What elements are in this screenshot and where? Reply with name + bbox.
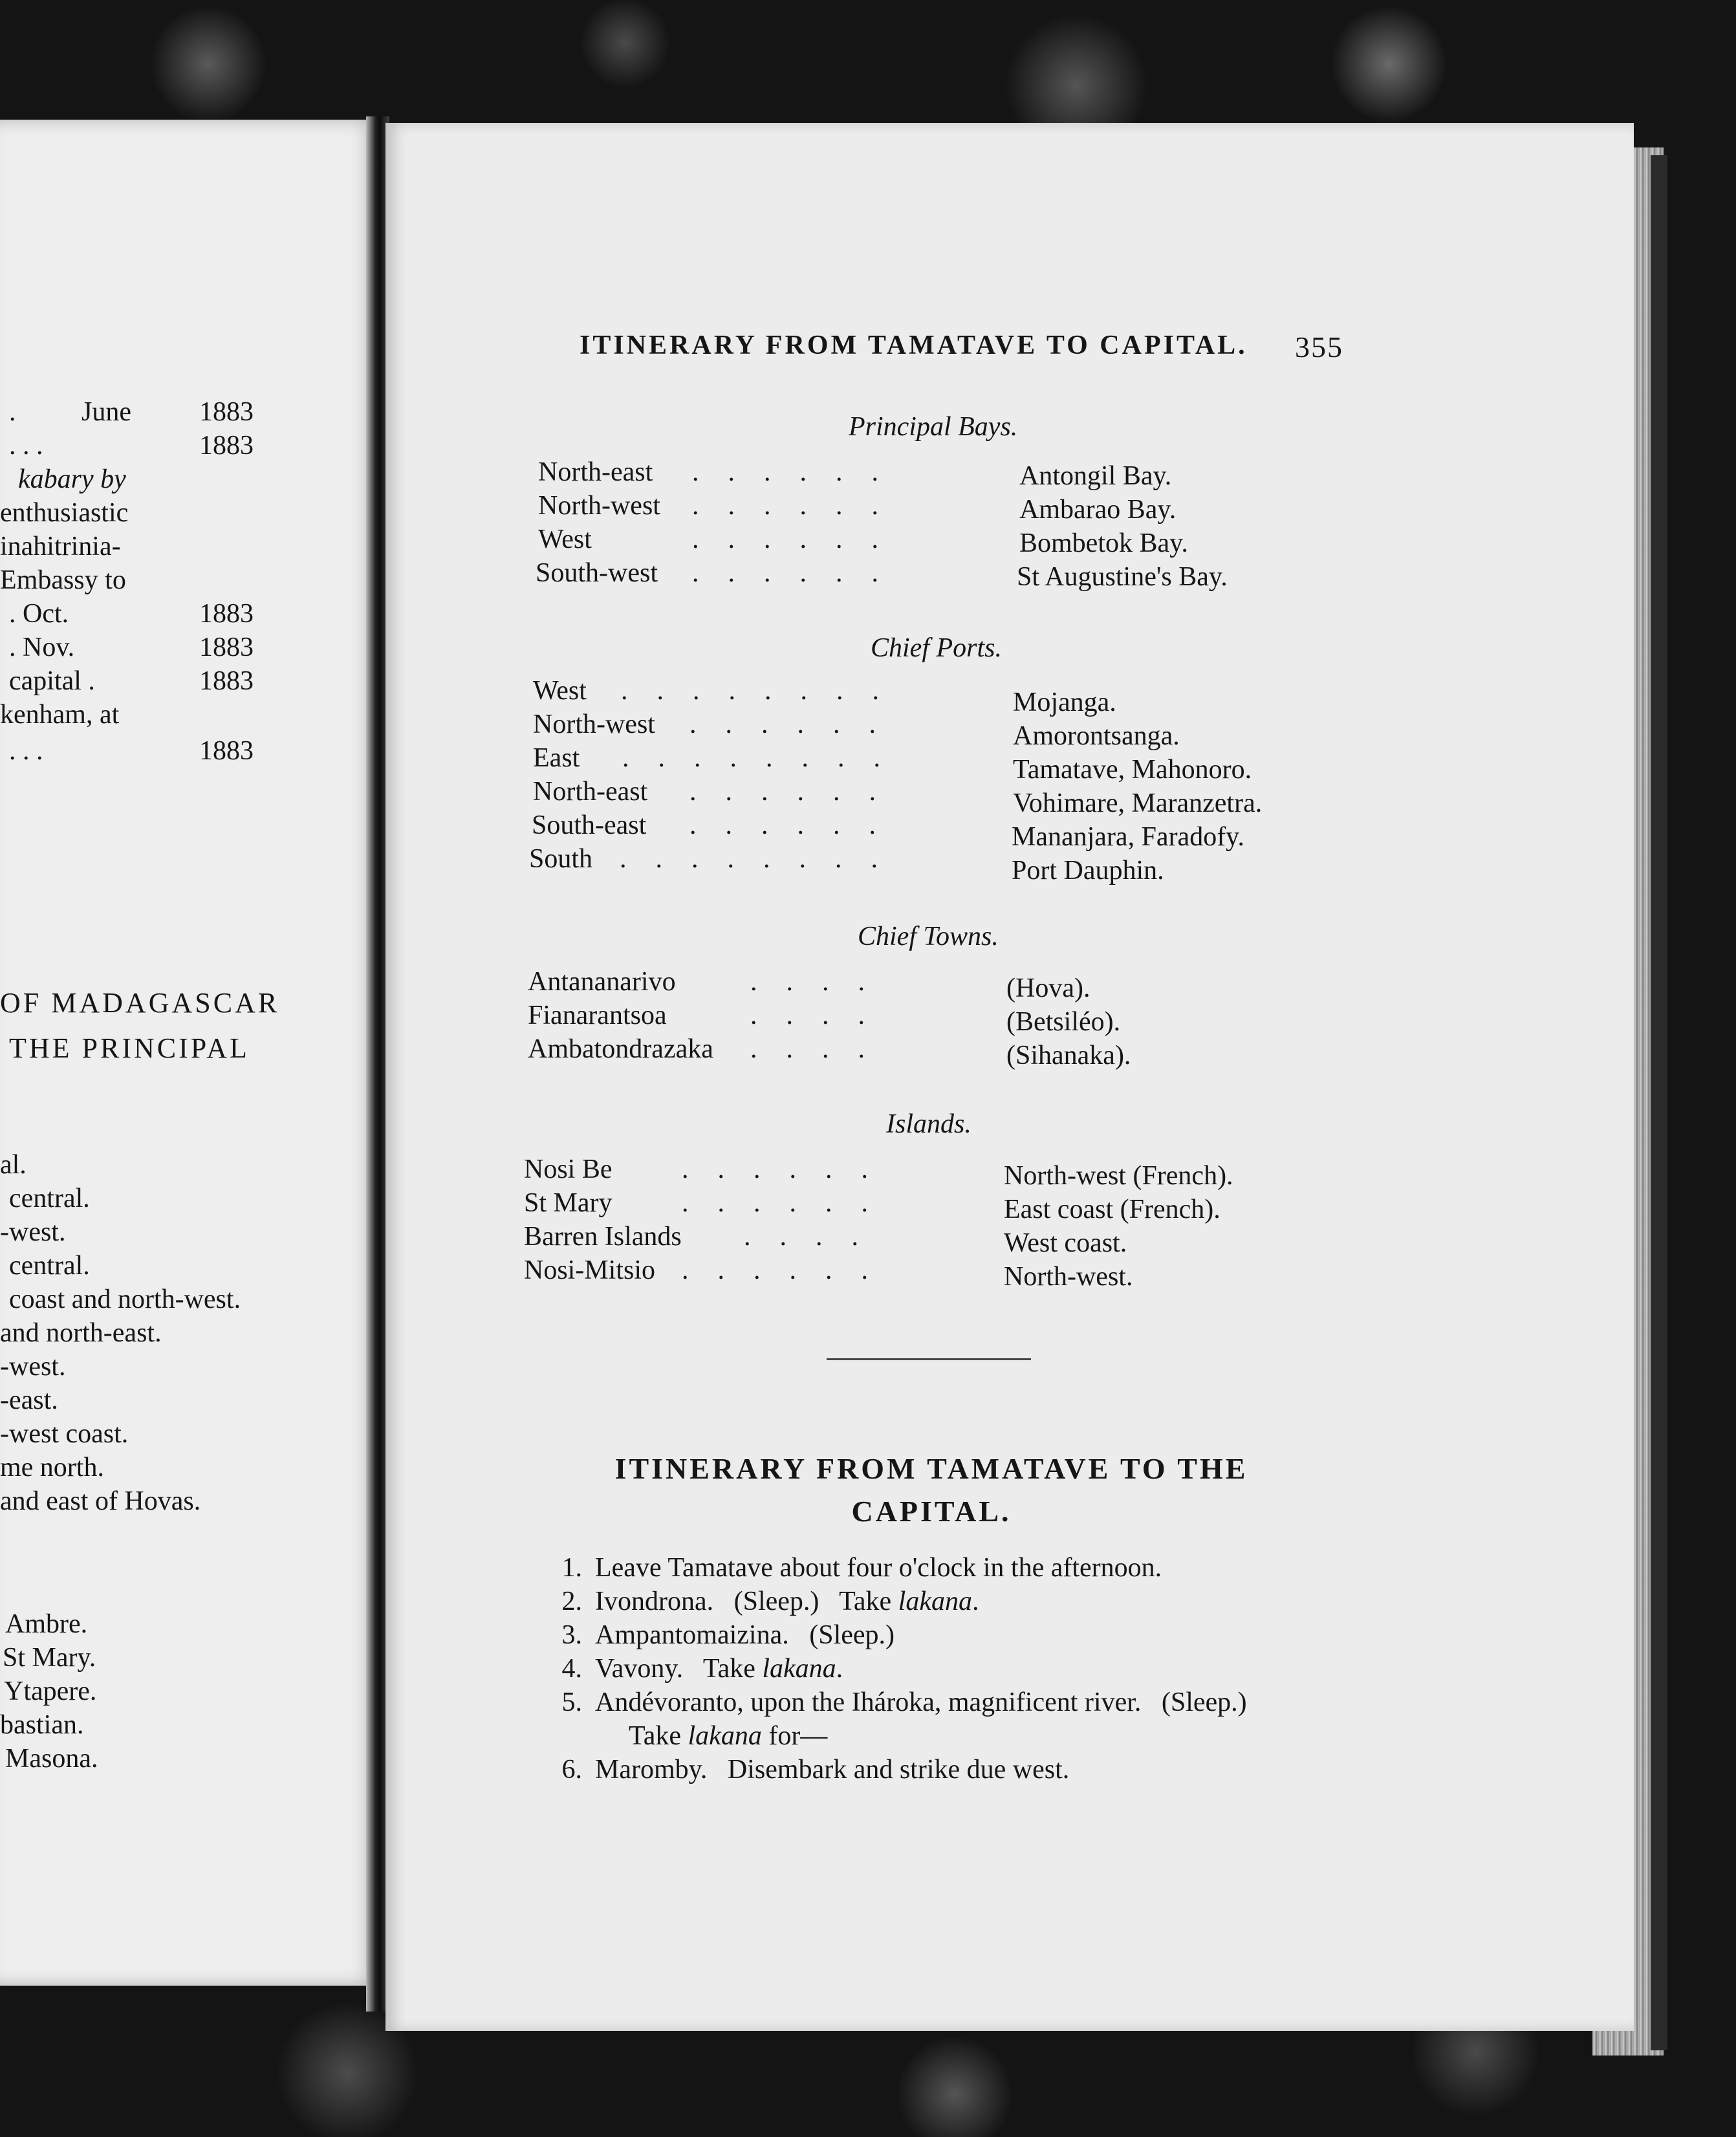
row-value: Bombetok Bay. [1019,528,1188,558]
left-line: Ytapere. [4,1676,97,1706]
right-main-page [385,123,1634,2031]
left-line: -east. [0,1385,58,1415]
itinerary-item [543,1552,1162,1583]
itinerary-title-line1: ITINERARY FROM TAMATAVE TO THE [614,1452,1248,1485]
row-label: West [538,525,592,554]
row-value: Mojanga. [1013,688,1116,717]
dot-leader: ...... [692,491,907,521]
left-line: capital . [9,666,95,696]
left-line: Embassy to [0,565,126,595]
row-value: Ambarao Bay. [1019,495,1177,525]
row-label: North-east [538,457,653,487]
left-line: central. [9,1184,90,1213]
dot-leader: ...... [689,710,905,739]
row-label: West [533,676,587,706]
itinerary-title [582,1448,1281,1533]
dot-leader: ...... [689,777,905,807]
item-text: Leave Tamatave about four o'clock in the afternoon. [595,1553,1162,1583]
dot-leader: ...... [682,1188,897,1218]
left-line: coast and north-west. [9,1285,241,1314]
item-text: Maromby. Disembark and strike due west. [595,1755,1070,1784]
left-line: June [81,397,131,427]
left-year: 1883 [199,736,254,766]
item-italic: lakana [688,1721,762,1751]
row-value: (Hova). [1006,973,1090,1003]
left-line: -west. [0,1217,66,1247]
left-line: kabary by [18,464,126,494]
left-line: kenham, at [0,700,120,730]
left-line: -west. [0,1352,66,1382]
item-text: . [836,1654,843,1684]
left-year: 1883 [199,431,254,461]
row-label: Barren Islands [524,1222,682,1252]
row-label: Antananarivo [528,967,676,997]
item-text: Ivondrona. (Sleep.) Take [595,1587,898,1616]
dot-leader: ........ [621,676,908,706]
left-line: -west coast. [0,1419,129,1449]
left-line: enthusiastic [0,498,129,528]
left-year: 1883 [199,397,254,427]
item-text: Vavony. Take [595,1654,763,1684]
section-title-chief-ports: Chief Ports. [871,633,1003,663]
section-divider-rule [827,1358,1031,1360]
dot-leader: ...... [682,1155,897,1184]
row-value: Port Dauphin. [1012,856,1164,885]
itinerary-item [543,1586,979,1617]
dot-leader: .... [744,1222,887,1252]
row-value: North-west. [1004,1262,1133,1292]
dot-leader: ...... [692,558,907,588]
dot-leader: ........ [622,743,909,773]
row-value: Antongil Bay. [1019,461,1172,491]
row-label: East [533,743,580,773]
row-label: South-west [536,558,658,588]
item-number: 2. [561,1587,582,1616]
itinerary-title-line2: CAPITAL. [851,1495,1012,1528]
row-label: South-east [532,810,647,840]
dot-leader: ...... [692,457,907,487]
item-number: 6. [561,1755,582,1784]
item-text: Take [629,1721,688,1751]
left-line: Ambre. [5,1609,88,1639]
item-italic: lakana [898,1587,972,1616]
dot-leader: ........ [620,844,907,874]
left-line: Masona. [5,1744,98,1774]
row-value: (Betsiléo). [1006,1007,1121,1037]
itinerary-item [543,1754,1069,1785]
page-edge-shadow [1651,155,1667,2050]
item-number: 3. [561,1620,582,1650]
dot-leader: ...... [682,1255,897,1285]
left-line: me north. [0,1453,104,1482]
row-value: (Sihanaka). [1006,1041,1131,1070]
item-text: for— [761,1721,828,1751]
itinerary-item [543,1620,895,1651]
left-line: and north-east. [0,1318,162,1348]
left-line: inahitrinia- [0,532,121,561]
item-number: 4. [561,1654,582,1684]
left-line: al. [0,1150,27,1180]
row-label: North-east [533,777,648,807]
left-heading: OF MADAGASCAR [0,987,280,1019]
section-title-principal-bays: Principal Bays. [849,412,1018,442]
section-title-chief-towns: Chief Towns. [858,922,999,951]
dot-leader: ...... [692,525,907,554]
item-text: Andévoranto, upon the Ihároka, magnificent river. (Sleep.) [595,1687,1247,1717]
page-number: 355 [1295,331,1343,363]
left-line: . Oct. [9,599,69,629]
left-line: . [9,397,16,427]
left-year: 1883 [199,666,254,696]
item-number: 5. [561,1687,582,1717]
left-line: . . . [9,736,43,766]
row-value: Vohimare, Maranzetra. [1013,788,1263,818]
left-line: bastian. [0,1710,84,1740]
row-value: St Augustine's Bay. [1017,562,1228,592]
section-title-islands: Islands. [886,1109,971,1139]
row-value: Tamatave, Mahonoro. [1013,755,1252,785]
row-value: Mananjara, Faradofy. [1012,822,1244,852]
dot-leader: .... [750,1034,894,1064]
dot-leader: .... [750,967,894,997]
dot-leader: ...... [689,810,905,840]
left-line: . Nov. [9,633,75,662]
row-value: Amorontsanga. [1013,721,1180,751]
itinerary-item [543,1653,843,1684]
row-label: St Mary [524,1188,613,1218]
itinerary-item [543,1687,1247,1718]
row-label: South [529,844,593,874]
left-line: St Mary. [3,1643,96,1673]
left-heading: THE PRINCIPAL [9,1032,250,1064]
itinerary-item [629,1720,827,1752]
left-line: . . . [9,431,43,461]
item-italic: lakana [762,1654,836,1684]
row-label: North-west [538,491,660,521]
left-year: 1883 [199,599,254,629]
dot-leader: .... [750,1001,894,1030]
row-value: North-west (French). [1004,1161,1233,1191]
left-line: and east of Hovas. [0,1486,201,1516]
item-number: 1. [561,1553,582,1583]
row-label: Ambatondrazaka [528,1034,713,1064]
left-year: 1883 [199,633,254,662]
row-label: North-west [533,710,655,739]
row-value: East coast (French). [1004,1195,1221,1224]
item-text: . [971,1587,979,1616]
row-label: Nosi-Mitsio [524,1255,656,1285]
running-head: ITINERARY FROM TAMATAVE TO CAPITAL. [580,331,1248,360]
row-value: West coast. [1004,1228,1127,1258]
item-text: Ampantomaizina. (Sleep.) [595,1620,895,1650]
left-line: central. [9,1251,90,1281]
row-label: Fianarantsoa [528,1001,667,1030]
left-facing-page [0,120,380,1986]
row-label: Nosi Be [524,1155,613,1184]
